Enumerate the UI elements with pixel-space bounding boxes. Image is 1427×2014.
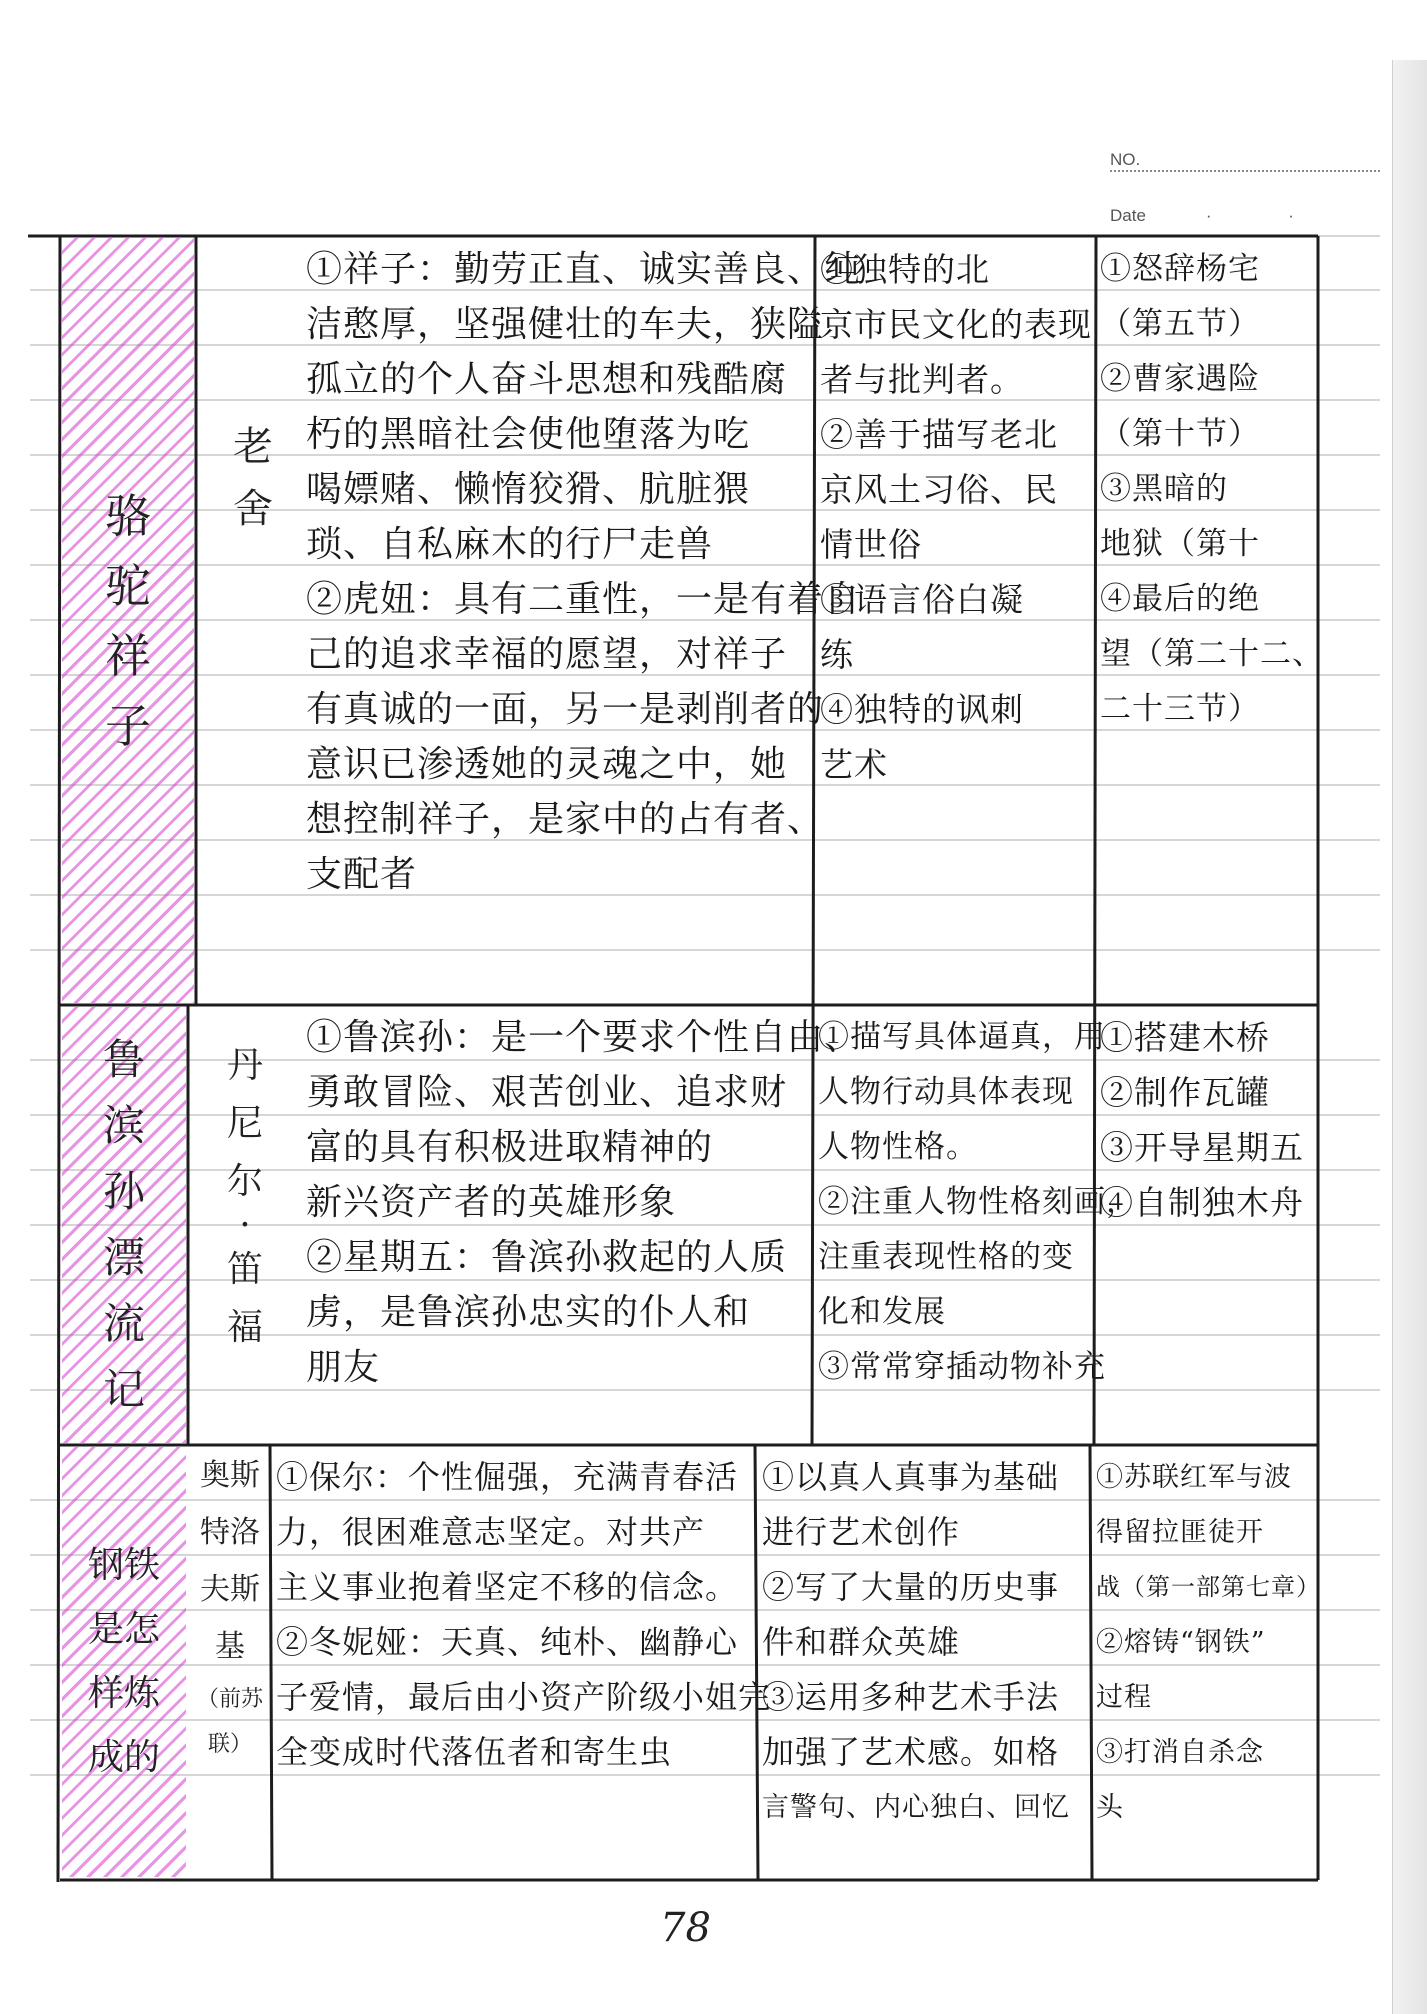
author-char: · — [239, 1205, 251, 1246]
plot-line: ②曹家遇险 — [1100, 361, 1260, 397]
page-number: 78 — [660, 1905, 711, 1951]
date-label: Date — [1110, 206, 1146, 225]
plot-line: ④自制独木舟 — [1100, 1183, 1304, 1222]
art-line: ②写了大量的历史事 — [762, 1568, 1060, 1606]
art-line: 进行艺术创作 — [762, 1513, 961, 1551]
character-line: 喝嫖赌、懒惰狡猾、肮脏猥 — [306, 469, 751, 510]
art-line: 化和发展 — [818, 1294, 946, 1330]
author-cell — [190, 1007, 300, 1387]
author-cell — [198, 238, 308, 718]
character-line: 主义事业抱着坚定不移的信念。 — [276, 1568, 739, 1606]
plot-line: 过程 — [1096, 1682, 1152, 1713]
plot-line: ②制作瓦罐 — [1100, 1073, 1270, 1112]
character-line: 新兴资产者的英雄形象 — [306, 1182, 677, 1223]
title-char: 祥 — [105, 628, 151, 683]
character-line: 琐、自私麻木的行尸走兽 — [306, 524, 714, 565]
plot-line: ③打消自杀念 — [1096, 1737, 1264, 1768]
author-char: 舍 — [233, 486, 273, 532]
character-line: ①祥子：勤劳正直、诚实善良、纯 — [306, 249, 862, 290]
art-features-cell — [820, 242, 1092, 1002]
art-line: 加强了艺术感。如格 — [762, 1733, 1060, 1771]
plot-line: ①怒辞杨宅 — [1100, 251, 1260, 287]
title-char: 成的 — [87, 1737, 160, 1778]
art-line: 人物性格。 — [818, 1129, 978, 1165]
title-char: 是怎 — [87, 1609, 160, 1650]
character-line: ②虎妞：具有二重性，一是有着自 — [306, 579, 862, 620]
character-line: 全变成时代落伍者和寄生虫 — [276, 1733, 673, 1771]
character-line: 力，很困难意志坚定。对共产 — [276, 1513, 706, 1551]
character-line: 己的追求幸福的愿望，对祥子 — [306, 634, 788, 675]
art-line: 件和群众英雄 — [762, 1623, 961, 1661]
author-char: 丹 — [226, 1045, 263, 1086]
art-line: ①描写具体逼真，用 — [818, 1019, 1106, 1055]
plot-line: 望（第二十二、 — [1100, 636, 1324, 672]
art-line: ②注重人物性格刻画， — [818, 1184, 1138, 1220]
book-title-cell — [62, 238, 194, 1003]
plot-line: ③开导星期五 — [1100, 1128, 1304, 1167]
art-line: ③常常穿插动物补充 — [818, 1349, 1106, 1385]
author-char: 尼 — [226, 1103, 263, 1144]
plot-line: 头 — [1096, 1792, 1124, 1823]
character-line: ①保尔：个性倔强，充满青春活 — [276, 1458, 739, 1496]
plots-cell — [1100, 1010, 1316, 1440]
character-line: ①鲁滨孙：是一个要求个性自由、 — [306, 1017, 862, 1058]
title-char: 钢铁 — [87, 1545, 160, 1586]
character-line: 勇敢冒险、艰苦创业、追求财 — [306, 1072, 788, 1113]
plot-line: 得留拉匪徒开 — [1096, 1517, 1264, 1548]
plots-cell — [1100, 242, 1324, 1002]
plot-line: ④最后的绝 — [1100, 581, 1260, 617]
author-char: 基 — [215, 1629, 245, 1664]
art-line: 艺术 — [820, 745, 888, 784]
title-char: 驼 — [105, 558, 151, 613]
title-char: 流 — [102, 1299, 145, 1348]
character-line: ②星期五：鲁滨孙救起的人质 — [306, 1237, 788, 1278]
art-line: 京市民文化的表现 — [820, 305, 1092, 344]
character-line: 朋友 — [306, 1347, 381, 1388]
art-line: ①以真人真事为基础 — [762, 1458, 1060, 1496]
art-features-cell — [818, 1010, 1138, 1440]
no-label: NO. — [1110, 150, 1141, 169]
author-char: 老 — [233, 424, 273, 470]
art-line: ①独特的北 — [820, 250, 990, 289]
author-char: 笛 — [226, 1249, 263, 1290]
character-line: 支配者 — [306, 854, 418, 895]
date-dots: · · — [1205, 206, 1330, 225]
author-cell — [190, 1447, 270, 1827]
character-line: 想控制祥子，是家中的占有者、 — [306, 799, 825, 840]
character-line: 子爱情，最后由小资产阶级小姐完 — [276, 1678, 772, 1716]
title-char: 漂 — [102, 1233, 145, 1282]
author-char: 奥斯 — [200, 1458, 260, 1493]
plot-line: ①苏联红军与波 — [1096, 1462, 1292, 1493]
author-char: 福 — [226, 1307, 263, 1348]
characters-cell — [306, 1010, 862, 1440]
character-line: 虏，是鲁滨孙忠实的仆人和 — [306, 1292, 751, 1333]
plot-line: （第十节） — [1100, 416, 1260, 452]
plot-line: ②熔铸“钢铁” — [1096, 1627, 1266, 1658]
character-line: 孤立的个人奋斗思想和残酷腐 — [306, 359, 788, 400]
book-title-cell — [62, 1007, 186, 1443]
character-line: 洁憨厚，坚强健壮的车夫，狭隘 — [306, 304, 825, 345]
plots-cell — [1096, 1450, 1321, 1878]
art-line: 情世俗 — [820, 525, 922, 564]
character-line: 有真诚的一面，另一是剥削者的 — [306, 689, 825, 730]
title-char: 骆 — [105, 488, 151, 543]
art-line: ③运用多种艺术手法 — [762, 1678, 1060, 1716]
characters-cell — [276, 1450, 772, 1878]
title-char: 子 — [105, 698, 151, 753]
art-line: 京风土习俗、民 — [820, 470, 1058, 509]
character-line: ②冬妮娅：天真、纯朴、幽静心 — [276, 1623, 739, 1661]
plot-line: 地狱（第十 — [1100, 526, 1260, 562]
plot-line: ③黑暗的 — [1100, 471, 1228, 507]
art-line: 言警句、内心独白、回忆 — [762, 1792, 1070, 1823]
art-line: 练 — [820, 635, 854, 674]
title-char: 样炼 — [87, 1673, 160, 1714]
plot-line: ①搭建木桥 — [1100, 1018, 1270, 1057]
art-features-cell — [762, 1450, 1088, 1878]
title-char: 滨 — [102, 1101, 145, 1150]
book-title-cell — [62, 1447, 186, 1877]
plot-line: 二十三节） — [1100, 691, 1260, 727]
plot-line: 战（第一部第七章） — [1096, 1573, 1321, 1601]
character-line: 意识已渗透她的灵魂之中，她 — [306, 744, 788, 785]
title-char: 孙 — [102, 1167, 145, 1216]
plot-line: （第五节） — [1100, 306, 1260, 342]
art-line: ④独特的讽刺 — [820, 690, 1024, 729]
title-char: 鲁 — [102, 1035, 145, 1084]
character-line: 富的具有积极进取精神的 — [306, 1127, 714, 1168]
art-line: 者与批判者。 — [820, 360, 1024, 399]
title-char: 记 — [102, 1365, 145, 1414]
author-char: 联） — [207, 1732, 252, 1757]
art-line: ③语言俗白凝 — [820, 580, 1024, 619]
author-char: （前苏 — [196, 1687, 263, 1712]
art-line: ②善于描写老北 — [820, 415, 1058, 454]
author-char: 夫斯 — [200, 1572, 260, 1607]
author-char: 尔 — [226, 1161, 263, 1202]
author-char: 特洛 — [200, 1515, 260, 1550]
character-line: 朽的黑暗社会使他堕落为吃 — [306, 414, 751, 455]
art-line: 人物行动具体表现 — [818, 1074, 1074, 1110]
art-line: 注重表现性格的变 — [818, 1239, 1074, 1275]
